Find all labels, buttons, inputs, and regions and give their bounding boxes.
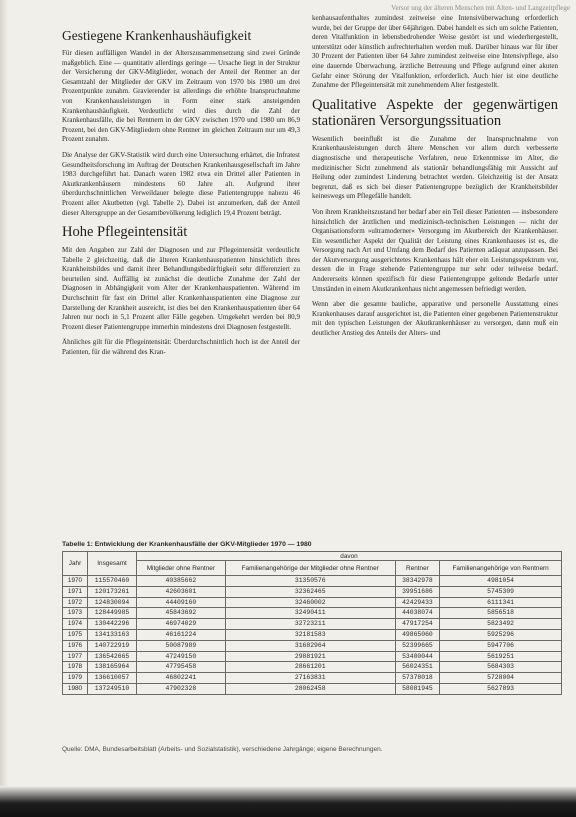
- table-title: Tabelle 1: Entwicklung der Krankenhausfälle der GKV-Mitglieder 1970 — 1980: [62, 541, 312, 548]
- table-cell-total: 138165964: [88, 662, 137, 673]
- scan-shadow: [0, 786, 576, 817]
- table-cell-members: 46161224: [136, 629, 225, 640]
- table-cell-members: 47902328: [136, 683, 225, 694]
- table-cell-year: 1977: [63, 651, 88, 662]
- paragraph: Ähnliches gilt für die Pflegeintensität: Überdurchschnittlich hoch ist der Anteil der Patienten, für die während des Kran-: [62, 338, 300, 357]
- table-cell-year: 1971: [63, 586, 88, 597]
- column-header-family-pensioners: Familienangehörige von Rentnern: [440, 561, 562, 576]
- table-row: [63, 597, 562, 608]
- paragraph: Mit den Angaben zur Zahl der Diagnosen und zur Pflegeintensität verdeutlicht Tabelle 2 gleichzeitig, daß die älteren Krankenhauspatienten hinsichtlich ihres Krankheitsbildes und damit ihrer Behandlungsbedürftigkeit sehr differenziert zu beurteilen sind. Auffällig ist zunächst die deutliche Zunahme der Zahl der Diagnosen in Abhängigkeit vom Alter der Krankenhauspatienten. Während im Durchschnitt für fast ein Drittel aller Krankenhauspatienten eine Diagnose zur Darstellung der Krankheit ausreicht, ist dies bei den Krankenhauspatienten über 64 Jahren nur noch in 5,1 Prozent aller Fälle gegeben. Umgekehrt werden bei 80,9 Prozent dieser Patientengruppe immerhin mindestens drei Diagnosen festgestellt.: [62, 246, 300, 331]
- table-cell-members: 44409160: [136, 597, 225, 608]
- table-row: [63, 640, 562, 651]
- paragraph: Von ihrem Krankheitszustand her bedarf aber ein Teil dieser Patienten — insbesondere hinsichtlich der ärztlichen und medizinisch-technischen Leistungen — nicht der Organisationsform »ultramoderner« Versorgung im Akutbereich der Krankenhäuser. Ein wesentlicher Aspekt der Qualität der Leistung eines Krankenhauses ist es, die Versorgung nach Art und Umfang dem Bedarf des Patienten adäquat anzupassen. Bei der Akutversorgung ausgerichtetes Krankenhaus hält eher ein Leistungsspektrum vor, dessen die in Frage stehende Patientengruppe nur sehr oder teilweise bedarf. Andererseits können spezifisch für diese Patientengruppe geltende Bedarfe unter Umständen in einem Akutkrankenhaus nicht angemessen befriedigt werden.: [312, 207, 558, 293]
- table-cell-family: 27163831: [225, 673, 395, 684]
- table-row: [63, 683, 562, 694]
- table-row: [63, 576, 562, 587]
- table-row: [63, 586, 562, 597]
- table-cell-total: 120173261: [88, 586, 137, 597]
- table-cell-pens: 58081945: [395, 683, 439, 694]
- table-cell-total: 140722919: [88, 640, 137, 651]
- table-cell-total: 136610057: [88, 673, 137, 684]
- table-row: [63, 662, 562, 673]
- table-cell-members: 47795458: [136, 662, 225, 673]
- table-cell-famp: 5947706: [440, 640, 562, 651]
- column-header-pensioners: Rentner: [395, 561, 439, 576]
- table-cell-famp: 5823492: [440, 619, 562, 630]
- table-cell-family: 28661201: [225, 662, 395, 673]
- section-heading-qualitative-aspects: Qualitative Aspekte der gegenwärtigen stationären Versorgungssituation: [312, 96, 558, 129]
- table-cell-pens: 52399665: [395, 640, 439, 651]
- table-cell-members: 42603601: [136, 586, 225, 597]
- paragraph: Für diesen auffälligen Wandel in der Alterszusammensetzung sind zwei Gründe maßgeblich. Eine — quantitativ allerdings geringe — Ursache liegt in der Struktur der Versicherung der GKV-Mitglieder, wonach der Anteil der Rentner an der Gesamtzahl der Mitglieder der GKV im Zeitraum von 1970 bis 1980 um drei Prozentpunkte zunahm. Gravierender ist allerdings die erhöhte Inanspruchnahme von Krankenhausleistungen in Form einer stark ansteigenden Krankenhaushäufigkeit. Verdeutlicht wird dies durch die Zahl der Krankenhausfälle, die bei Rentnern in der GKV zwischen 1970 und 1980 um 86,9 Prozent, bei den GKV-Mitgliedern ohne Rentner im gleichen Zeitraum nur um 49,3 Prozent zunahm.: [62, 49, 300, 144]
- table-cell-year: 1978: [63, 662, 88, 673]
- right-column: [312, 14, 558, 345]
- table-cell-year: 1975: [63, 629, 88, 640]
- table-cell-pens: 42429433: [395, 597, 439, 608]
- table-cell-pens: 49865060: [395, 629, 439, 640]
- table-cell-year: 1972: [63, 597, 88, 608]
- paragraph: Wesentlich beeinflußt ist die Zunahme der Inanspruchnahme von Krankenhausleistungen durch ältere Menschen vor allem durch verbesserte diagnostische und therapeutische Verfahren, neue Erkenntnisse im Alter, die medizinischer Sicht zunehmend als stationär behandlungsfähig mit Aussicht auf Heilung oder zumindest Linderung betrachtet werden. Gleichzeitig ist der Ansatz begrenzt, daß es sich bei dieser Patientengruppe bezüglich der Krankheitsbilder keineswegs um Pflegefälle handelt.: [312, 134, 558, 201]
- table-cell-members: 50087989: [136, 640, 225, 651]
- table-cell-pens: 56024351: [395, 662, 439, 673]
- table-cell-total: 115570460: [88, 576, 137, 587]
- table-cell-members: 46974029: [136, 619, 225, 630]
- table-cell-famp: 5627893: [440, 683, 562, 694]
- paragraph: Die Analyse der GKV-Statistik wird durch eine Untersuchung erhärtet, die Infratest Gesundheitsforschung im Auftrag der Deutschen Krankenhausgesellschaft im Jahre 1983 durchgeführt hat. Danach waren 1982 etwa ein Drittel aller Patienten in Akutkrankenhäusern mindestens 60 Jahre alt. Aufgrund ihrer überdurchschnittlichen Verweildauer belegte diese Patientengruppe nahezu 46 Prozent aller Akutbetten (vgl. Tabelle 2). Dabei ist anzumerken, daß der Anteil dieser Altersgruppe an der Gesamtbevölkerung lediglich 19,4 Prozent beträgt.: [62, 150, 300, 217]
- table-cell-famp: 5684303: [440, 662, 562, 673]
- paragraph: Wenn aber die gesamte bauliche, apparative und personelle Ausstattung eines Krankenhauses darauf ausgerichtet ist, die Patienten einer gegebenen Patientenstruktur mit den typischen Leistungen der Akutkrankenhäuser zu versorgen, dann muß ein deutlicher Anstieg des Anteils der Alters- und: [312, 300, 558, 338]
- table-cell-pens: 39951686: [395, 586, 439, 597]
- table-row: [63, 608, 562, 619]
- table-row: [63, 673, 562, 684]
- table-cell-pens: 57378018: [395, 673, 439, 684]
- table-cell-family: 32362465: [225, 586, 395, 597]
- table-cell-famp: 5745309: [440, 586, 562, 597]
- table-cell-year: 1979: [63, 673, 88, 684]
- table-cell-famp: 5856518: [440, 608, 562, 619]
- left-column: [62, 26, 300, 364]
- table-cell-family: 32723211: [225, 619, 395, 630]
- table-body: [63, 576, 562, 695]
- table-cell-year: 1970: [63, 576, 88, 587]
- table-cell-year: 1974: [63, 619, 88, 630]
- table-cell-members: 46802241: [136, 673, 225, 684]
- table-cell-members: 40385662: [136, 576, 225, 587]
- table-cell-family: 28062458: [225, 683, 395, 694]
- table-cell-pens: 53400044: [395, 651, 439, 662]
- table-cell-famp: 5728004: [440, 673, 562, 684]
- table-row: [63, 651, 562, 662]
- column-header-family-members: Familienangehörige der Mitglieder ohne Rentner: [225, 561, 395, 576]
- table-cell-members: 47249150: [136, 651, 225, 662]
- table-cell-year: 1976: [63, 640, 88, 651]
- table-cell-famp: 4981054: [440, 576, 562, 587]
- paragraph: kenhausaufenthaltes zumindest zeitweise eine Intensivüberwachung erforderlich wurde, bei der Gruppe der über 64jährigen. Dabei handelt es sich um solche Patienten, deren Vitalfunktion in lebensbedrohender Weise gestört ist und wiederhergestellt, unterstützt oder künstlich aufrechterhalten werden muß. Darüber hinaus war für über 30 Prozent der Patienten über 64 Jahre zumindest zeitweise eine Intensivpflege, also eine dauernde Überwachung, ärztliche Betreuung und Pflege aufgrund einer akuten Gefahr einer Störung der Vitalfunktion, erforderlich. Auch hier ist eine deutliche Zunahme der Pflegeintensität mit zunehmendem Alter festgestellt.: [312, 14, 558, 90]
- column-header-members: Mitglieder ohne Rentner: [136, 561, 225, 576]
- table-cell-family: 31682964: [225, 640, 395, 651]
- table-row: [63, 619, 562, 630]
- column-header-year: Jahr: [63, 552, 88, 576]
- column-header-total: Insgesamt: [88, 552, 137, 576]
- table-cell-total: 124830094: [88, 597, 137, 608]
- table-cell-total: 134133163: [88, 629, 137, 640]
- table-cell-family: 32460002: [225, 597, 395, 608]
- table-cell-pens: 47917254: [395, 619, 439, 630]
- table-cell-total: 128449985: [88, 608, 137, 619]
- hospital-cases-table: [62, 551, 562, 695]
- column-group-header: davon: [136, 552, 561, 561]
- section-heading-hospital-frequency: Gestiegene Krankenhaushäufigkeit: [62, 28, 252, 43]
- table-source-note: Quelle: DMA, Bundesarbeitsblatt (Arbeits- und Sozialstatistik), verschiedene Jahrgänge; eigene Berechnungen.: [62, 746, 383, 753]
- table-cell-year: 1980: [63, 683, 88, 694]
- section-heading-care-intensity: Hohe Pflegeintensität: [62, 224, 188, 241]
- table-cell-famp: 5619251: [440, 651, 562, 662]
- table-cell-family: 31350576: [225, 576, 395, 587]
- table-cell-year: 1973: [63, 608, 88, 619]
- table-cell-famp: 6111341: [440, 597, 562, 608]
- table-container: [62, 541, 562, 695]
- scan-edge: [0, 0, 8, 817]
- table-cell-family: 29881921: [225, 651, 395, 662]
- table-cell-members: 45843692: [136, 608, 225, 619]
- table-cell-pens: 38342978: [395, 576, 439, 587]
- running-head: Versor ung der älteren Menschen mit Alten- und Langzeitpflege: [391, 4, 570, 12]
- table-cell-total: 130442296: [88, 619, 137, 630]
- table-cell-total: 136542665: [88, 651, 137, 662]
- table-cell-famp: 5925296: [440, 629, 562, 640]
- table-cell-total: 137249510: [88, 683, 137, 694]
- table-cell-pens: 44038074: [395, 608, 439, 619]
- table-cell-family: 32490411: [225, 608, 395, 619]
- table-row: [63, 629, 562, 640]
- table-cell-family: 32181583: [225, 629, 395, 640]
